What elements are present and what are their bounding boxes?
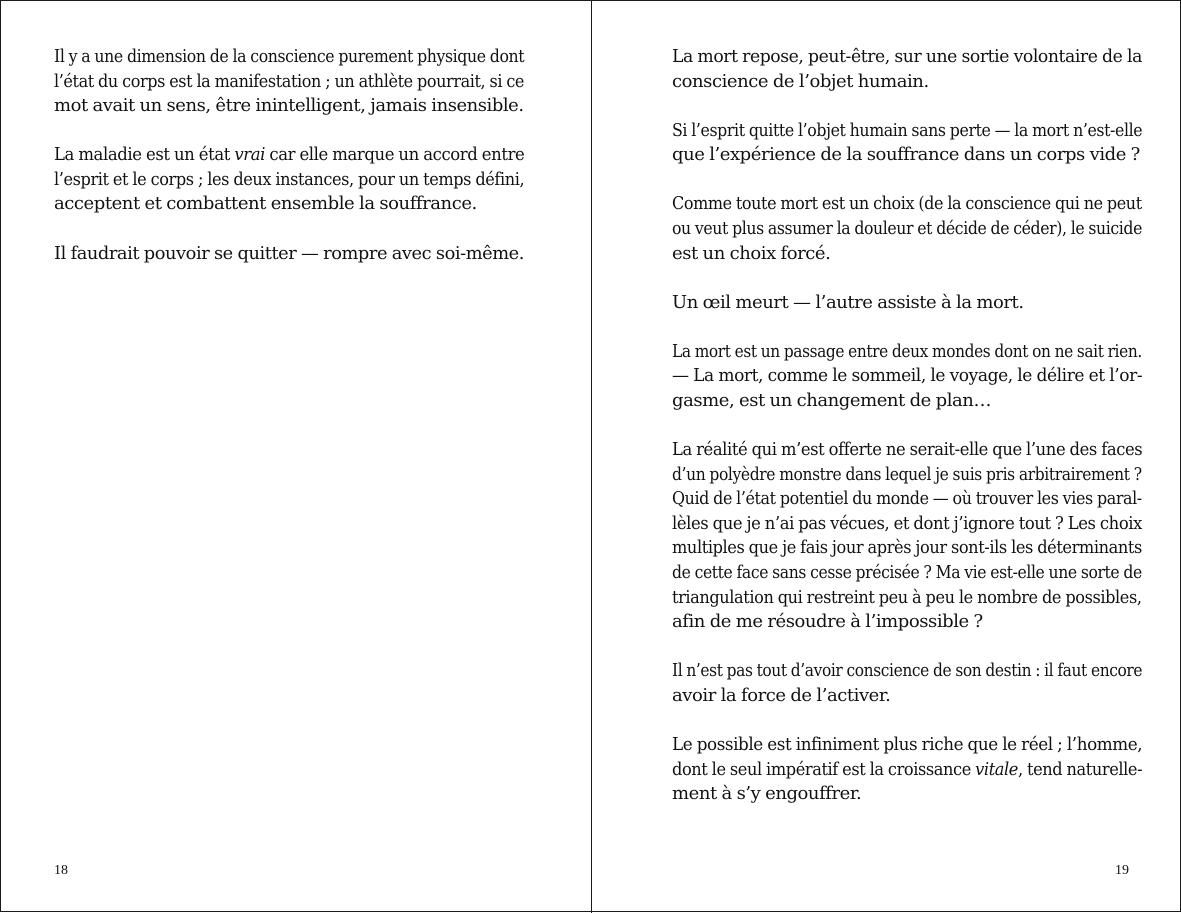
text-line: Il faudrait pouvoir se quitter — rompre avec soi-même.: [54, 242, 524, 264]
text-line: l’état du corps est la manifestation ; un athlète pourrait, si ce: [54, 70, 525, 92]
text-line: La maladie est un état vrai car elle marque un accord entre: [54, 144, 525, 166]
right-page: [592, 1, 1181, 913]
paragraph: [672, 192, 1142, 266]
text-line: que l’expérience de la souffrance dans un corps vide ?: [672, 144, 1140, 166]
left-page-text: [54, 45, 524, 291]
text-line: dont le seul impératif est la croissance vitale, tend naturelle-: [672, 758, 1143, 780]
text-line: Il y a une dimension de la conscience purement physique dont: [54, 46, 525, 67]
text-line: mot avait un sens, être inintelligent, jamais insensible.: [54, 95, 524, 117]
paragraph: [672, 291, 1142, 316]
paragraph: [672, 438, 1142, 635]
text-line: La réalité qui m’est offerte ne serait-elle que l’une des faces: [672, 439, 1143, 461]
right-page-text: [672, 45, 1142, 831]
text-line: La mort repose, peut-être, sur une sortie volontaire de la: [672, 46, 1142, 67]
text-line: lèles que je n’ai pas vécues, et dont j’ignore tout ? Les choix: [672, 512, 1142, 534]
text-line: ment à s’y engouffrer.: [672, 783, 862, 805]
paragraph: [54, 242, 524, 267]
paragraph: [54, 143, 524, 217]
text-line: La mort est un passage entre deux mondes dont on ne sait rien.: [672, 340, 1142, 362]
paragraph: [672, 340, 1142, 414]
text-line: multiples que je fais jour après jour sont-ils les déterminants: [672, 537, 1142, 559]
page-number-right: 19: [1115, 863, 1129, 878]
italic-word: vitale: [975, 758, 1018, 780]
text-line: Comme toute mort est un choix (de la conscience qui ne peut: [672, 193, 1142, 215]
text-line: — La mort, comme le sommeil, le voyage, le délire et l’or-: [672, 365, 1143, 387]
left-page: [1, 1, 591, 913]
text-line: Si l’esprit quitte l’objet humain sans perte — la mort n’est-elle: [672, 119, 1143, 141]
paragraph: [672, 45, 1142, 94]
text-line: acceptent et combattent ensemble la souffrance.: [54, 193, 477, 215]
text-line: avoir la force de l’activer.: [672, 684, 891, 706]
text-line: d’un polyèdre monstre dans lequel je suis pris arbitrairement ?: [672, 463, 1142, 485]
text-line: gasme, est un changement de plan…: [672, 389, 991, 411]
text-line: l’esprit et le corps ; les deux instances, pour un temps défini,: [54, 168, 525, 190]
paragraph: [672, 119, 1142, 168]
text-line: ou veut plus assumer la douleur et décide de céder), le suicide: [672, 217, 1142, 239]
text-line: Le possible est infiniment plus riche que le réel ; l’homme,: [672, 733, 1143, 755]
paragraph: [672, 659, 1142, 708]
text-line: de cette face sans cesse précisée ? Ma vie est-elle une sorte de: [672, 562, 1142, 583]
italic-word: vrai: [234, 144, 265, 166]
paragraph: [672, 733, 1142, 807]
text-line: Quid de l’état potentiel du monde — où trouver les vies paral-: [672, 488, 1142, 510]
text-line: est un choix forcé.: [672, 242, 831, 264]
text-line: Il n’est pas tout d’avoir conscience de son destin : il faut encore: [672, 660, 1143, 682]
text-line: triangulation qui restreint peu à peu le nombre de possibles,: [672, 586, 1142, 608]
text-line: afin de me résoudre à l’impossible ?: [672, 611, 983, 633]
text-line: conscience de l’objet humain.: [672, 70, 929, 92]
text-line: Un œil meurt — l’autre assiste à la mort.: [672, 291, 1024, 313]
page-number-left: 18: [54, 863, 68, 878]
paragraph: [54, 45, 524, 119]
